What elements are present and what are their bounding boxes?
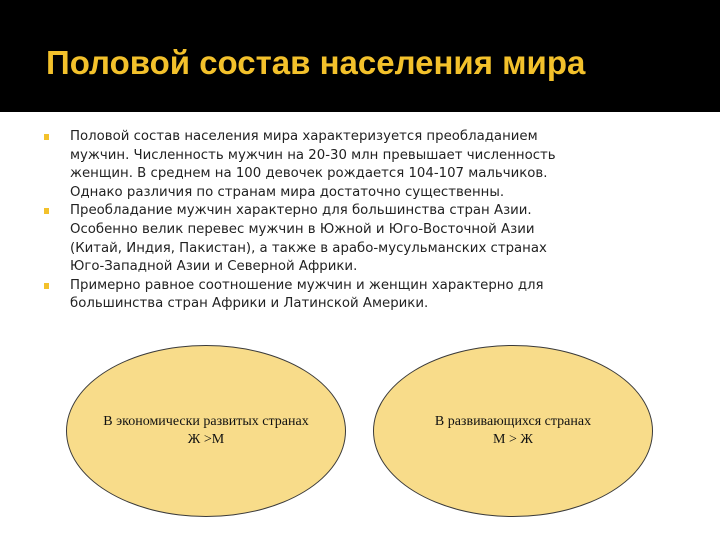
bullet-line: Однако различия по странам мира достаточно существенны. xyxy=(70,184,505,200)
ellipse-ratio: М > Ж xyxy=(493,432,533,447)
bullet-item xyxy=(44,128,664,202)
bullet-line: Юго-Западной Азии и Северной Африки. xyxy=(70,259,358,275)
slide-content xyxy=(0,112,720,540)
bullet-list xyxy=(44,128,664,314)
title-band xyxy=(0,0,720,112)
bullet-line: Примерно равное соотношение мужчин и женщин характерно для xyxy=(70,277,544,293)
square-bullet-icon xyxy=(44,283,49,289)
developing-countries-ellipse xyxy=(373,345,653,517)
bullet-line: женщин. В среднем на 100 девочек рождается 104-107 мальчиков. xyxy=(70,166,548,182)
square-bullet-icon xyxy=(44,134,49,140)
ellipse-caption: В экономически развитых странах xyxy=(103,414,309,429)
bullet-line: Половой состав населения мира характеризуется преобладанием xyxy=(70,129,538,144)
developed-countries-ellipse xyxy=(66,345,346,517)
ellipse-caption: В развивающихся странах xyxy=(434,414,592,429)
ellipse-ratio: Ж >М xyxy=(187,432,225,447)
bullet-line: (Китай, Индия, Пакистан), а также в арабо-мусульманских странах xyxy=(70,240,547,256)
bullet-line: Преобладание мужчин характерно для большинства стран Азии. xyxy=(70,203,532,219)
bullet-line: Особенно велик перевес мужчин в Южной и Юго-Восточной Азии xyxy=(70,221,535,237)
bullet-item xyxy=(44,202,664,276)
bullet-item xyxy=(44,277,664,314)
bullet-line: большинства стран Африки и Латинской Америки. xyxy=(70,296,429,312)
bullet-line: мужчин. Численность мужчин на 20-30 млн превышает численность xyxy=(70,147,556,163)
slide-title: Половой состав населения мира xyxy=(46,44,586,81)
square-bullet-icon xyxy=(44,208,49,214)
